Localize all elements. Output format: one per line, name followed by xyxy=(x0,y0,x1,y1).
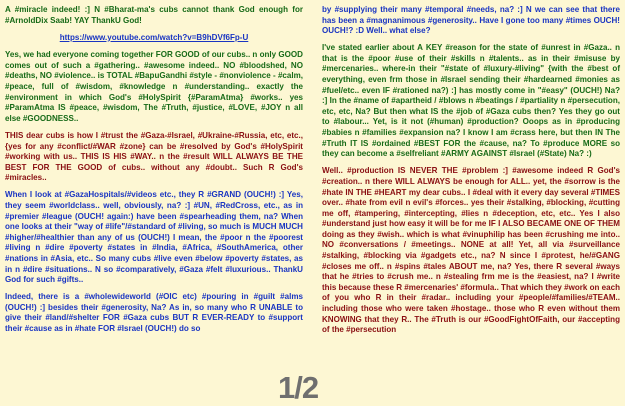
right-column xyxy=(322,5,620,342)
paragraph-trust: THIS dear cubs is how I #trust the #Gaza-#Israel, #Ukraine-#Russia, etc, etc., {yes for any #conflict/#WAR #zone} can be #resolved by God's #HolySpirit #working with us.. THIS IS HIS #WAY.. n the #result WILL ALWAYS BE THE BEST FOR THE GOOD of cubs.. without any #doubt.. Such R God's #miracles.. xyxy=(5,130,303,183)
paragraph-gaza-hospitals: When I look at #GazaHospitals/#videos etc., they R #GRAND (OUCH!) :] Yes, they seem #worldclass.. well, obviously, na? :] #UN, #RedCross, etc., as in #premier #league (OUCH! again:) have been #spearheading them, na? When one looks at their "way of #life"/#standard of #living, so much is MUCH MUCH #higher/#healthier than any of us (OUCH!) I mean, the #poor n the #poorest #living n #dire #poverty #states in #India, #Africa, #SouthAmerica, other #nations in #Asia, etc.. So many cubs #live even #below #poverty #states, as in n #dire #situations.. N so #comparatively, #Gaza #felt #luxurious.. ThankU God for such #gifts.. xyxy=(5,190,303,285)
paragraph-peace: Yes, we had everyone coming together FOR GOOD of our cubs.. n only GOOD comes out of such a #gathering.. #awesome indeed.. NO #bloodshed, NO #deaths, NO #violence.. is TOTAL #BapuGandhi #style - #nonviolence - #calm, #peace, full of #wisdom, #knowledge n #understanding.. exactly the #environment in which God's #HolySpirit {#ParamAtma} #works.. yes #ParamAtma IS #peace, #wisdom, The #Truth, #justice, #LOVE, #JOY n all else #GOODNESS.. xyxy=(5,50,303,123)
left-column xyxy=(5,5,303,341)
page-number: 1/2 xyxy=(278,370,319,405)
paragraph-production: Well.. #production IS NEVER THE #problem :] #awesome indeed R God's #creation.. n there WILL ALWAYS be enough for ALL.. yet, the #sorrow is the #hate IN THE #HEART my dear cubs.. I #deal with it every day several #TIMES over.. #hate from evil n evil's #forces.. yes their #stalking, #blocking, #cutting me off, #tampering, #intercepting, #lies n #deception, etc, etc.. Yes I also #understand just how easy it will be for me IF I ALSO BECAME ONE OF THEM doing as they #wish.. which is what #vinuphilip has been #crushing me into.. NO #conversations / #meetings.. NONE at all! Yet, all via #surveillance #stalking, #blocking via #gadgets etc., na? N since I #protest, he/#GANG #closes me off.. n #spins #tales ABOUT me, na? Yes, there R several #ways that he #tries to #crush me.. n #stealing frm me is the #easiest, na? I #write this because these R #mercenaries' #formula.. That which they #work on each of you who R in their #radar.. including your #people/#families/#TEAM.. including those who were taken #hostage.. those who R even without them KNOWING that they R.. The #Truth is our #GoodFightOfFaith, our #accepting of the #persecution xyxy=(322,166,620,335)
paragraph-unrest: I've stated earlier about A KEY #reason for the state of #unrest in #Gaza.. n that is the #poor #use of their #skills n #talents.. as in their #misuse by #mercenaries.. where-in their "#state of #luxury-#living" {with the #best of everything, even frm those in #Israel sending their #hardearned #monies as #fuel/etc.. even IF #rationed na?) :] has mostly come in "#easy" (OUCH!) Na? :] In the #name of #apartheid / #blows n #beatings / #partiality n #persecution, etc, etc, Na? But then what IS the #job of #Gaza cubs then? Yes they go out to #labour... Yet, is it not (#human) #production? Ooops as in #producing #babies n #families #expansion na? I know I am #crass here, but then IN The #Truth IT IS #ordained #BEST FOR the #cause, na? To #produce MORE so they can become a #selfreliant #ARMY AGAINST #Israel (#State) Na? :) xyxy=(322,43,620,159)
paragraph-alms: Indeed, there is a #wholewideworld (#OIC etc) #pouring in #guilt #alms (OUCH!) :] besides their #generosity, Na? As in, so many who R UNABLE to give their #land/#shelter FOR #Gaza cubs BUT R EVER-READY to #support their #cause as in #hate FOR #Israel (OUCH!) do so xyxy=(5,292,303,334)
intro-paragraph: A #miracle indeed! :] N #Bharat-ma's cubs cannot thank God enough for #ArnoldDix Saab! YAY ThankU God! xyxy=(5,5,303,25)
youtube-link[interactable]: https://www.youtube.com/watch?v=B9hDVf6Fp-U xyxy=(59,32,249,42)
paragraph-generosity: by #supplying their many #temporal #needs, na? :] N we can see that there has been a #magnanimous #generosity.. Have I gone too many #times OUCH! OUCH!? :D Well.. what else? xyxy=(322,5,620,36)
